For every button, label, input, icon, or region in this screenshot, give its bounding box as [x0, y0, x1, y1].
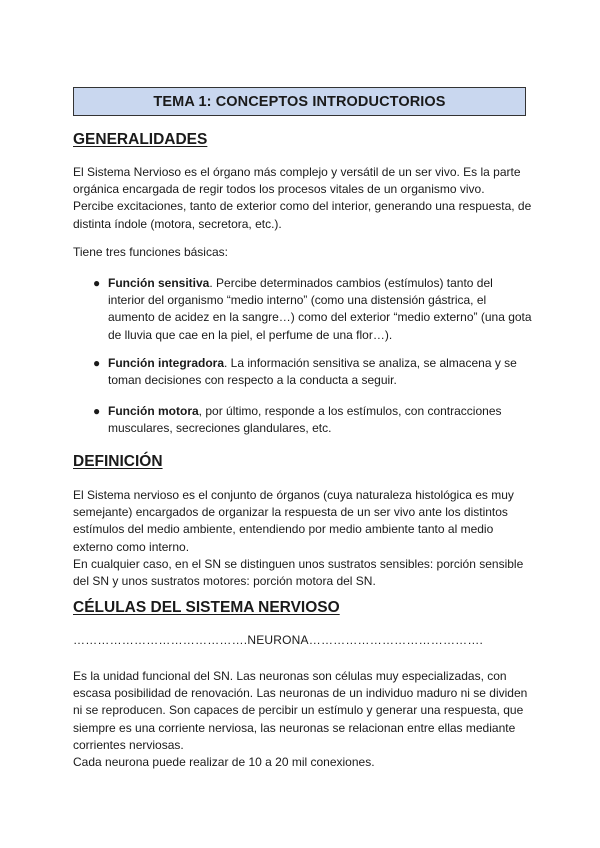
- text-line: orgánica encargada de regir todos los procesos vitales de un organismo vivo.: [73, 182, 485, 197]
- bullet-text: . La información sensitiva se analiza, se almacena y se: [224, 356, 517, 370]
- paragraph-intro: [73, 244, 533, 261]
- heading-definicion: DEFINICIÓN: [73, 453, 163, 470]
- bullet-icon: ●: [93, 276, 101, 290]
- text-line: Es la unidad funcional del SN. Las neuronas son células muy especializadas, con: [73, 669, 507, 683]
- bullet-title: Función motora: [108, 404, 199, 418]
- text-line: Tiene tres funciones básicas:: [73, 245, 228, 259]
- text-line: distinta índole (motora, secretora, etc.).: [73, 216, 282, 231]
- text-line: Percibe excitaciones, tanto de exterior como del interior, generando una respuesta, de: [73, 199, 532, 214]
- text-line: musculares, secreciones glandulares, etc.: [108, 421, 332, 436]
- text-line: siempre es una corriente nerviosa, las neuronas se relacionan entre ellas mediante: [73, 720, 516, 735]
- text-line: de lluvia que cae en la piel, el perfume de una flor…).: [108, 327, 393, 342]
- text-line: toman decisiones con respecto a la conducta a seguir.: [108, 373, 397, 388]
- bullet-icon: ●: [93, 404, 101, 418]
- paragraph-definicion: [73, 487, 533, 590]
- bullet-icon: ●: [93, 356, 101, 370]
- paragraph-neurona: [73, 668, 533, 771]
- text-line: El Sistema Nervioso es el órgano más complejo y versátil de un ser vivo. Es la parte: [73, 165, 521, 179]
- text-line: semejante) encargados de organizar la respuesta de un ser vivo ante los distintos: [73, 505, 508, 520]
- text-line: interior del organismo “medio interno” (como una distensión gástrica, el: [108, 293, 487, 308]
- text-line: del SN y unos sustratos motores: porción motora del SN.: [73, 574, 376, 589]
- page-title: TEMA 1: CONCEPTOS INTRODUCTORIOS: [73, 87, 526, 116]
- bullet-title: Función integradora: [108, 356, 225, 370]
- neurona-subheading: …………………………………….NEURONA…………………………………….: [73, 633, 484, 647]
- bullet-title: Función sensitiva: [108, 276, 210, 290]
- text-line: aumento de acidez en la sangre…) como del exterior “medio externo” (una gota: [108, 310, 532, 325]
- text-line: Cada neurona puede realizar de 10 a 20 mil conexiones.: [73, 755, 375, 770]
- bullet-text: , por último, responde a los estímulos, con contracciones: [198, 404, 502, 418]
- text-line: ni se reproducen. Son capaces de percibir un estímulo y generar una respuesta, que: [73, 703, 524, 718]
- text-line: externo como interno.: [73, 539, 190, 554]
- paragraph-generalidades: [73, 164, 533, 233]
- text-line: escasa posibilidad de renovación. Las neuronas de un individuo maduro ni se dividen: [73, 686, 528, 701]
- text-line: corrientes nerviosas.: [73, 737, 184, 752]
- heading-celulas: CÉLULAS DEL SISTEMA NERVIOSO: [73, 599, 340, 616]
- heading-generalidades: GENERALIDADES: [73, 131, 208, 148]
- text-line: En cualquier caso, en el SN se distinguen unos sustratos sensibles: porción sensible: [73, 556, 524, 571]
- bullet-text: . Percibe determinados cambios (estímulos) tanto del: [209, 276, 493, 290]
- text-line: estímulos del medio ambiente, entendiendo por medio ambiente tanto al medio: [73, 522, 494, 537]
- text-line: El Sistema nervioso es el conjunto de órganos (cuya naturaleza histológica es muy: [73, 488, 514, 502]
